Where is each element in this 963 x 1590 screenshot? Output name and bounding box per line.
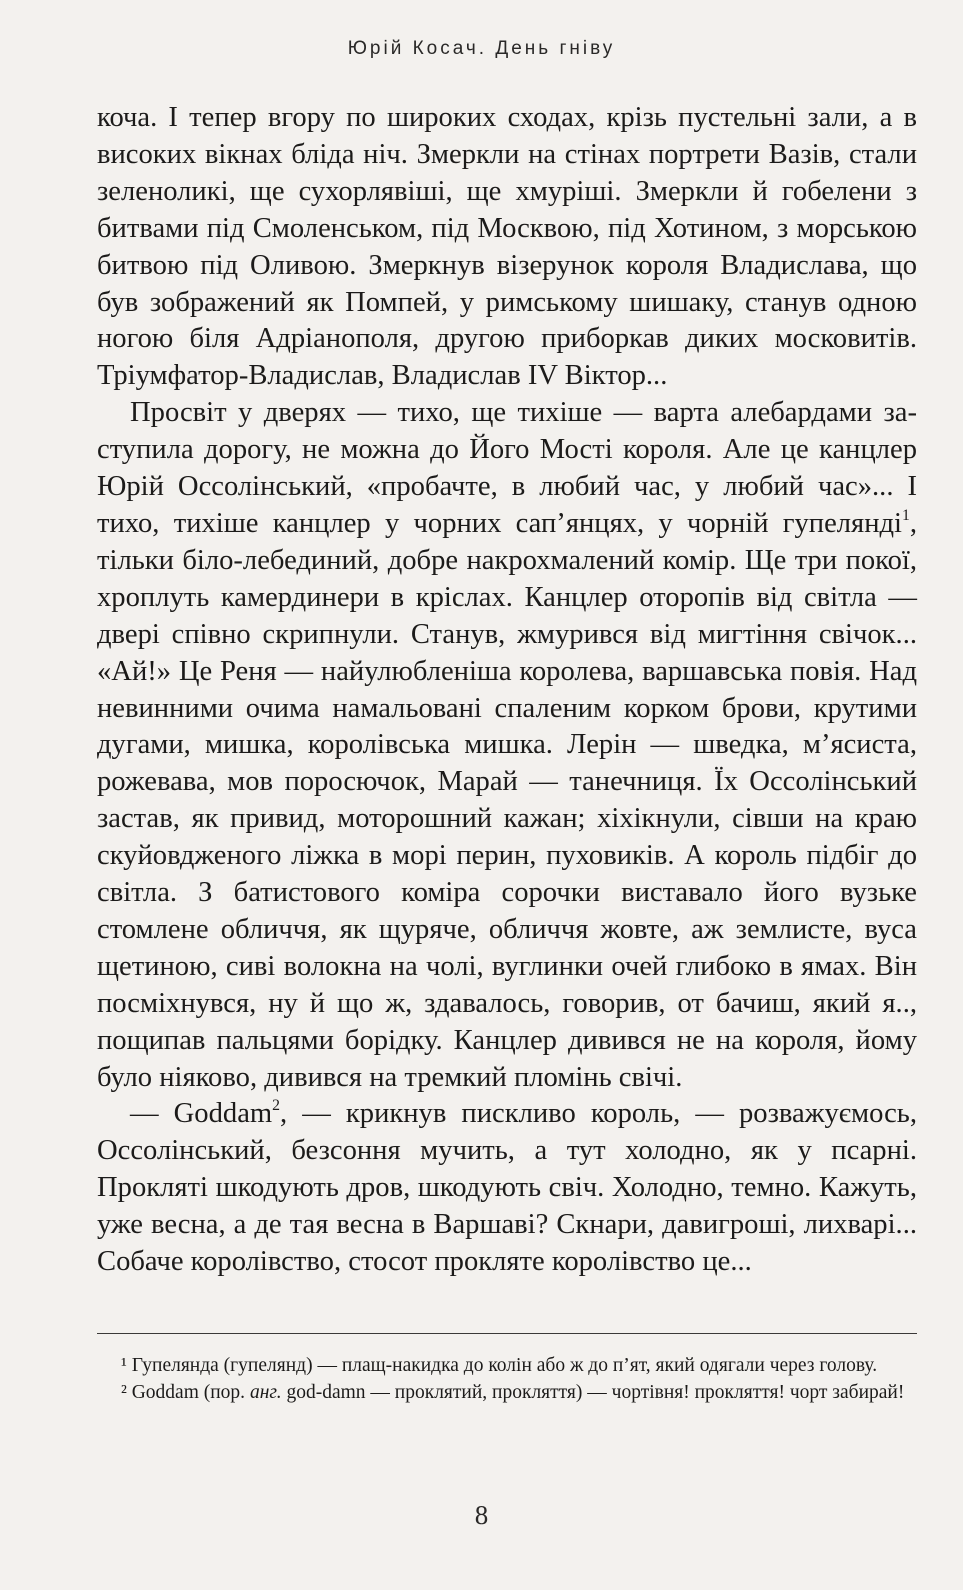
paragraph-3-part-2: , — крикнув пискливо король, — розважуємось, Оссолінський, безсоння мучить, а тут холодно, як у псарні. Прокляті шкодують дров, шкодують свіч. Холодно, темно. Кажуть, уже весна, а де тая весна в Варшаві? Скнари, давигроші, лихварі... Собаче королівство, стосот прокляте королівство це... [97, 1098, 917, 1278]
paragraph-3-part-1: — Goddam [130, 1098, 273, 1130]
page-number: 8 [474, 1500, 489, 1530]
main-text [97, 100, 917, 1281]
running-head: Юрій Косач. День гніву [347, 38, 616, 59]
paragraph-3 [97, 1096, 917, 1281]
footnote-2 [97, 1379, 917, 1406]
footnote-2-part-2: god-damn — проклятий, прокляття) — чортівня! прокляття! чорт забирай! [281, 1382, 905, 1403]
paragraph-2-part-2: , тільки біло-лебединий, добре накрохмалений комір. Ще три покої, хроплуть камердинери в кріслах. Канцлер оторопів від світла — двері співно скрипнули. Станув, жмурився від мигтіння свічок... «Ай!» Це Реня — найулюбленіша королева, варшавська повія. Над невинними очима намальовані спаленим корком брови, крутими дугами, мишка, королівська мишка. Лерін — шведка, м’ясиста, рожевава, мов поросючок, Марай — танечниця. Їх Оссолінський застав, як привид, моторошний кажан; хіхікнули, сівши на краю скуйовдженого ліжка в морі перин, пуховиків. А король підбіг до світла. З батистового коміра сорочки виставало його вузьке стомлене обличчя, як щуряче, обличчя жовте, аж землисте, вуса щетиною, сиві волокна на чолі, вуглинки очей глибоко в ямах. Він посміхнувся, ну й що ж, здавалось, говорив, от бачиш, який я.., пощипав пальцями борідку. Канцлер дивився не на короля, йому було ніяково, дивився на тремкий пломінь свічі. [97, 507, 917, 1093]
footnote-ref-1: 1 [901, 507, 910, 525]
footnote-ref-2: 2 [272, 1097, 280, 1115]
footnote-separator [97, 1333, 917, 1334]
footnote-2-part-1: ² Goddam (пор. [121, 1382, 250, 1403]
paragraph-2-part-1: Просвіт у дверях — тихо, ще тихіше — варта алебардами заступила дорогу, не можна до Його Мості короля. Але це канцлер Юрій Оссолінський, «пробачте, в любий час, у любий час»... І тихо, тихіше канцлер у чорних сап’янцях, у чорній гупелянді [97, 397, 917, 539]
paragraph-1: коча. І тепер вгору по широких сходах, крізь пустельні зали, а в високих вікнах бліда ніч. Змеркли на стінах портрети Вазів, стали зеленоликі, ще сухорлявіші, ще хмуріші. Змеркли й гобелени з битвами під Смоленськом, під Москвою, під Хотином, з морською битвою під Оливою. Змеркнув візерунок короля Владислава, що був зображений як Помпей, у римському шишаку, станув одною ногою біля Адріанополя, другою приборкав диких московитів. Тріумфатор-Владислав, Владислав IV Віктор... [97, 102, 917, 392]
footnote-1: ¹ Гупелянда (гупелянд) — плащ-накидка до колін або ж до п’ят, який одягали через голову. [121, 1355, 878, 1376]
footnotes [97, 1352, 917, 1406]
paragraph-2 [97, 395, 917, 1096]
footnote-2-italic: анг. [249, 1382, 282, 1403]
